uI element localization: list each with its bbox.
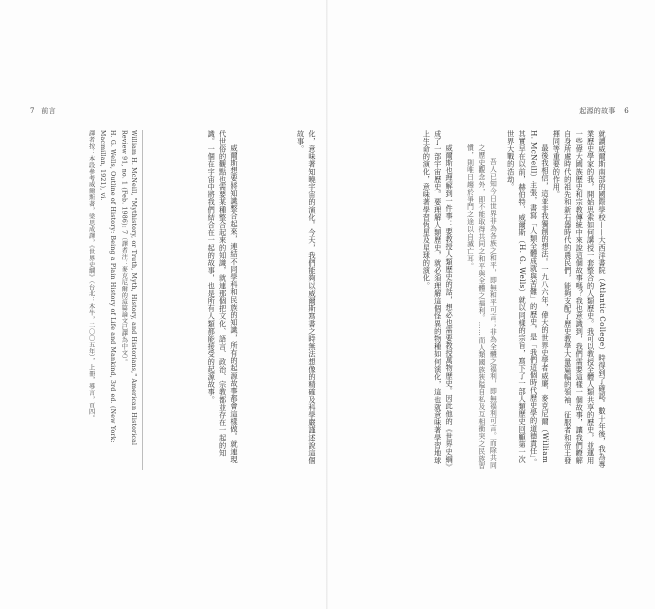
right-page-title: 起源的故事 [579, 107, 616, 115]
right-paragraph-1: 就讀威爾斯南部的國際學校——大西洋書院（Atlantic College）時得到了確認。數十年後，我為專業歷史學家的我，開始思索如何講授一套整合的人類歷史。我可以教授全體人類共享的歷史，並運用一些偉大國族歷史和宗教傳統中來說這個故事嗎？我也意識到，我們需要這樣一個故事，讓我們瞭解自身所處時代的祖先和新石器時代的農民們，能夠支配了歷史教學大量篇幅的領袖、征服者和帝王發揮同等重要的作用。 [552, 130, 607, 469]
right-paragraph-2: 最後我相信，這並非我獨創的想法。一九八六年，偉大的世界史學者威廉．麥克尼爾（William H. McNeill）主張，書寫「人類全體成就與苦難」的歷史，是「我們這個時代歷史學的道德責任」。其實早在以前，赫伯特．威爾斯（H. G. Wells）就以同樣的宗旨，寫下了一部人類歷史回顧第一次世界大戰的浩劫。 [506, 130, 550, 467]
right-page-header [579, 106, 633, 116]
right-page-body [340, 130, 608, 470]
block-quote: 吾人已知今日世界非為各族之和平，即無和平可言；非為全體之福利，即無福利可言。而除共同之歷史觀念外，即不能取得共同之和平與全體之福利。……而人類國族狹隘自私及互相衝突之民族習慣，則唯日趨於爭鬥之途以自滅亡耳。 [465, 144, 497, 470]
left-page-body-1 [242, 130, 318, 470]
left-page-number: 7 [30, 107, 35, 115]
footnote-rule [142, 130, 144, 470]
footnotes [80, 130, 138, 470]
left-page-body-2 [150, 130, 240, 470]
left-paragraph-1: 化，意味著知曉宇宙的演化。今天，我們能夠以威爾斯寫書之時無法想像的精確及科學嚴謹述說這個故事。 [296, 130, 317, 465]
left-paragraph-2: 威爾斯想要將知識整合起來，連結不同學科和民族的知識，所有的起源故事都會這樣做。就連現代世俗的觀點也需要某種整合起來的知識，就連那個把文化、語言、政治、宗教都並存在一起的知識。一個在宇宙中將我們結合在一起的故事，也是所有人類都能接受的起源故事。 [207, 130, 239, 464]
left-page-title: 前言 [41, 107, 56, 115]
footnote-2: H. G. Wells, Outline of History: Being a Plain History of Life and Mankind, 3rd ed. (New York: Macmillan, 1921), vi. [99, 130, 116, 443]
right-page-number: 6 [624, 107, 629, 115]
footnote-1: William H. McNeill, "Mythistory, or Truth, Myth, History, and Historians," American Historical Review 91, no. 1 (Feb. 1986): 7（譯者注：麥克尼爾的這篇論文已譯為中文）。 [120, 130, 137, 446]
right-paragraph-3: 威爾斯也理解到一件事：要教授人類歷史的話，想必也需要教授萬物歷史。因此他的《世界史綱》成了一部宇宙歷史。要理解人類歷史，就必須理解這個怪異的物種如何演化，這也就意味著學習地球上生命的演化，意味著學習恆星及星球的演化。 [422, 130, 455, 468]
left-page-header [30, 106, 56, 116]
footnote-3: 譯者按：本段參考威爾斯著，梁思成譯，《世界史綱》（台北：木牛，二〇〇五年），上冊，導言，頁四。 [87, 130, 95, 422]
